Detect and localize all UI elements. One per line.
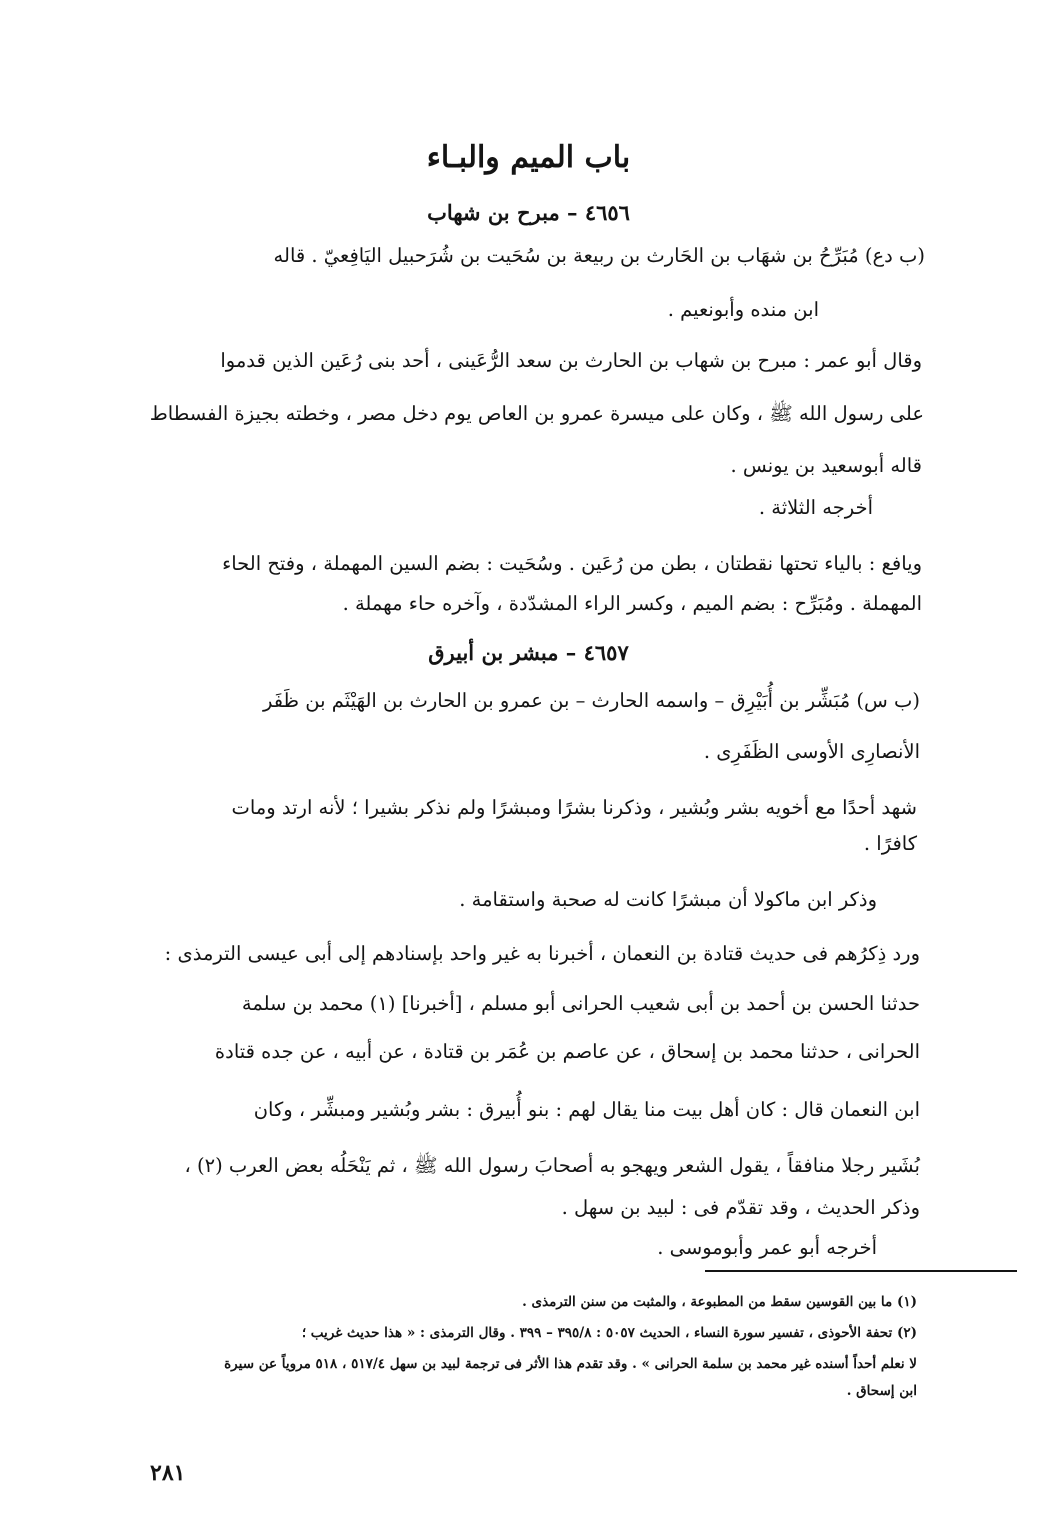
- entry-heading: ٤٦٥٦ – مبرح بن شهاب: [427, 200, 630, 225]
- text-line: ابن منده وأبونعيم .: [667, 298, 819, 321]
- text-line: وذكر ابن ماكولا أن مبشرًا كانت له صحبة واستقامة .: [459, 888, 877, 911]
- footnote: ابن إسحاق .: [846, 1383, 917, 1399]
- text-line: قاله أبوسعيد بن يونس .: [730, 454, 922, 477]
- footnote-rule: [705, 1270, 1017, 1272]
- page-number: ٢٨١: [150, 1460, 186, 1486]
- text-line: ورد ذِكرُهم فى حديث قتادة بن النعمان ، أخبرنا به غير واحد بإسنادهم إلى أبى عيسى الترمذى :: [164, 942, 920, 965]
- text-line: ويافع : بالياء تحتها نقطتان ، بطن من رُعَين . وسُحَيت : بضم السين المهملة ، وفتح الحاء: [222, 552, 922, 575]
- text-line: الحرانى ، حدثنا محمد بن إسحاق ، عن عاصم بن عُمَر بن قتادة ، عن أبيه ، عن جده قتادة: [214, 1040, 920, 1063]
- text-line: شهد أحدًا مع أخويه بشر وبُشير ، وذكرنا بشرًا ومبشرًا ولم نذكر بشيرا ؛ لأنه ارتد ومات: [231, 796, 917, 819]
- footnote: (٢) تحفة الأحوذى ، تفسير سورة النساء ، الحديث ٥٠٥٧ : ٣٩٥/٨ – ٣٩٩ . وقال الترمذى : « هذا حديث غريب ؛: [301, 1325, 917, 1341]
- text-line: على رسول الله ﷺ ، وكان على ميسرة عمرو بن العاص يوم دخل مصر ، وخطته بجيزة الفسطاط: [149, 402, 924, 425]
- entry-heading: ٤٦٥٧ – مبشر بن أبيرق: [428, 640, 629, 665]
- text-line: بُشَير رجلا منافقاً ، يقول الشعر ويهجو به أصحابَ رسول الله ﷺ ، ثم يَنْحَلُه بعض العرب (٢) ،: [184, 1154, 920, 1177]
- text-line: ابن النعمان قال : كان أهل بيت منا يقال لهم : بنو أُبيرق : بشر وبُشير ومبشِّر ، وكان: [253, 1098, 920, 1121]
- text-line: وذكر الحديث ، وقد تقدّم فى : لبيد بن سهل .: [561, 1196, 920, 1219]
- chapter-title: باب الميم والبـاء: [426, 140, 631, 175]
- footnote: (١) ما بين القوسين سقط من المطبوعة ، والمثبت من سنن الترمذى .: [522, 1294, 917, 1310]
- text-line: الأنصارِى الأوسى الظَفَرِى .: [703, 740, 920, 763]
- text-line: أخرجه الثلاثة .: [758, 496, 873, 519]
- text-line: (ب س) مُبَشِّر بن أُبَيْرِق – واسمه الحارث – بن عمرو بن الحارث بن الهَيْثَم بن ظَفَر: [262, 689, 920, 712]
- text-line: حدثنا الحسن بن أحمد بن أبى شعيب الحرانى أبو مسلم ، [أخبرنا] (١) محمد بن سلمة: [241, 992, 920, 1015]
- text-line: المهملة . ومُبَرِّح : بضم الميم ، وكسر الراء المشدّدة ، وآخره حاء مهملة .: [342, 592, 922, 615]
- text-line: (ب دع) مُبَرِّحُ بن شهَاب بن الحَارث بن ربيعة بن سُحَيت بن شُرَحبيل اليَافِعيّ . قاله: [273, 244, 925, 267]
- text-line: أخرجه أبو عمر وأبوموسى .: [657, 1236, 877, 1259]
- footnote: لا نعلم أحداً أسنده غير محمد بن سلمة الحرانى » . وقد تقدم هذا الأثر فى ترجمة لبيد بن سهل ٥١٧/٤ ، ٥١٨ مروياً عن سيرة: [224, 1356, 917, 1372]
- text-line: كافرًا .: [863, 832, 917, 855]
- text-line: وقال أبو عمر : مبرح بن شهاب بن الحارث بن سعد الرُّعَينى ، أحد بنى رُعَين الذين قدموا: [220, 349, 922, 372]
